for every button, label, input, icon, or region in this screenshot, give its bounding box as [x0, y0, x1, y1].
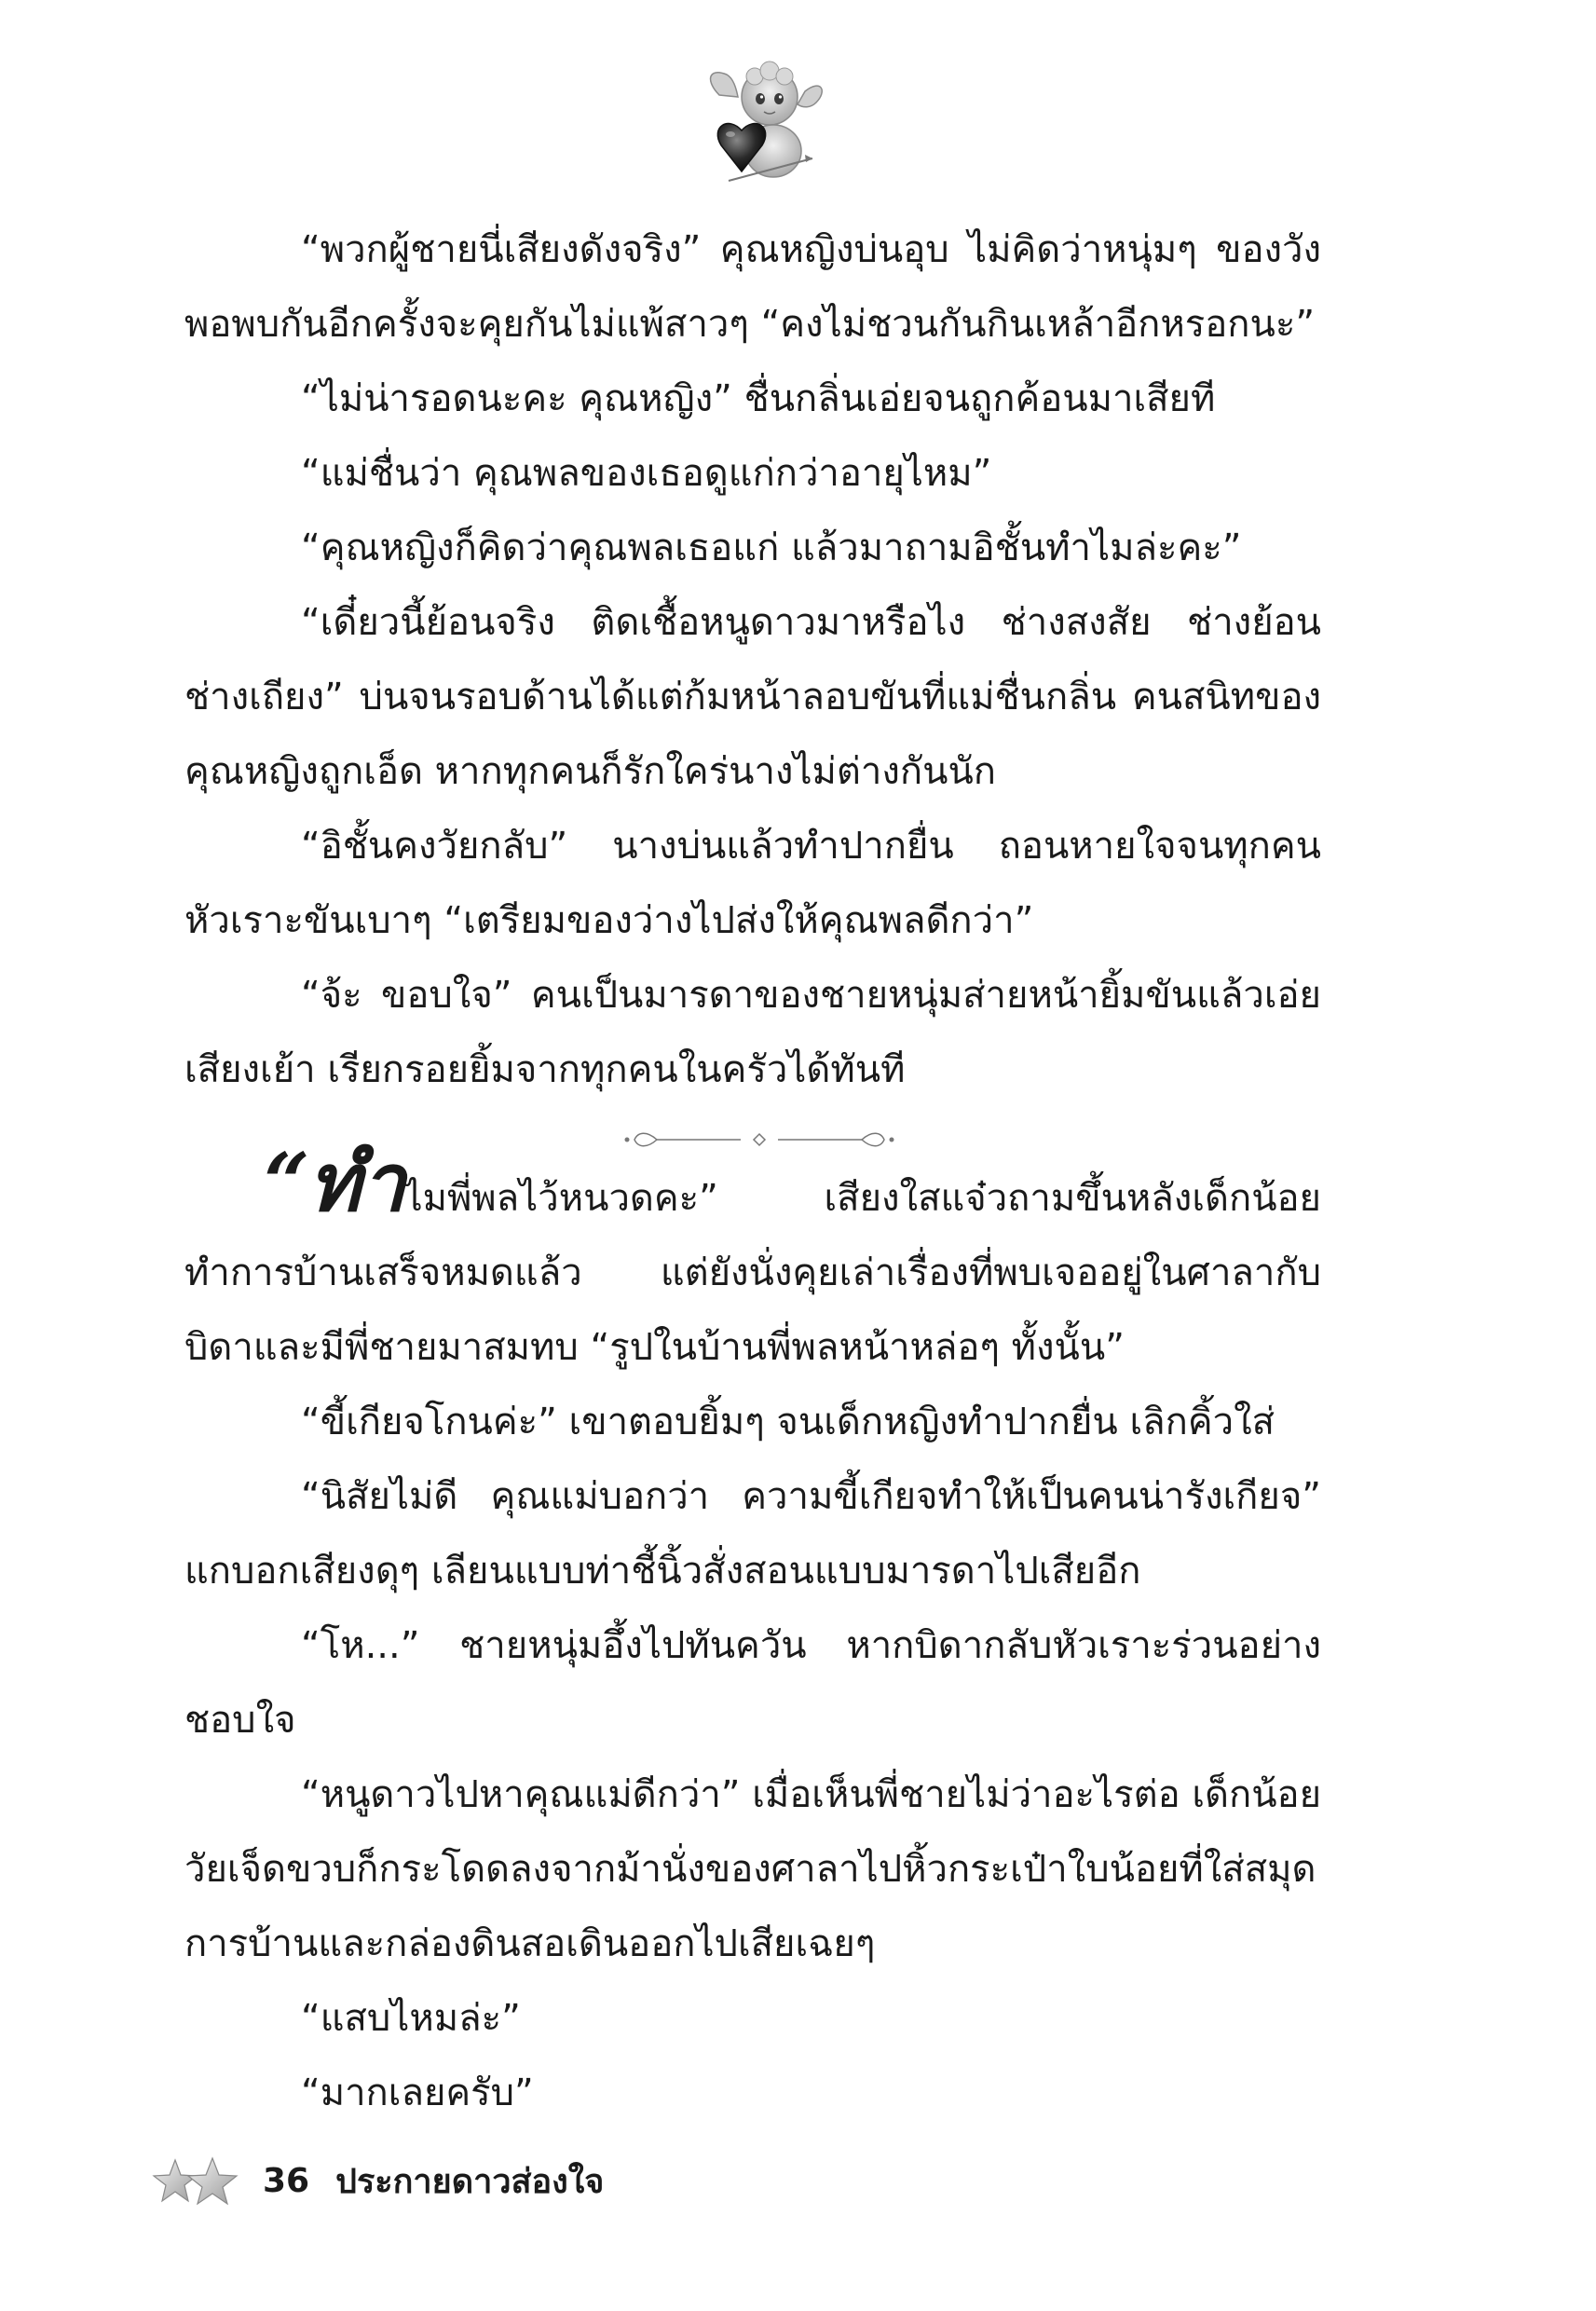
- paragraph: “จ้ะ ขอบใจ” คนเป็นมารดาของชายหนุ่มส่ายหน้ายิ้มขันแล้วเอ่ยเสียงเย้า เรียกรอยยิ้มจากทุกคนในครัวได้ทันที: [184, 974, 1321, 1091]
- paragraph: “นิสัยไม่ดี คุณแม่บอกว่า ความขี้เกียจทำให้เป็นคนน่ารังเกียจ” แกบอกเสียงดุๆ เลียนแบบท่าชี้นิ้วสั่งสอนแบบมารดาไปเสียอีก: [184, 1475, 1321, 1593]
- ornamental-divider-icon: [620, 1126, 899, 1154]
- paragraph: “พวกผู้ชายนี่เสียงดังจริง” คุณหญิงบ่นอุบ ไม่คิดว่าหนุ่มๆ ของวังพอพบกันอีกครั้งจะคุยกันไม่แพ้สาวๆ “คงไม่ชวนกันกินเหล้าอีกหรอกนะ”: [184, 228, 1321, 346]
- page-number: 36: [263, 2161, 310, 2200]
- cupid-with-heart-icon: [701, 58, 831, 193]
- paragraph: “แม่ชื่นว่า คุณพลของเธอดูแก่กว่าอายุไหม”: [301, 452, 992, 495]
- paragraph: “คุณหญิงก็คิดว่าคุณพลเธอแก่ แล้วมาถามอิชั้นทำไมล่ะคะ”: [301, 526, 1242, 569]
- paragraph: “เดี๋ยวนี้ย้อนจริง ติดเชื้อหนูดาวมาหรือไง ช่างสงสัย ช่างย้อน ช่างเถียง” บ่นจนรอบด้านได้แต่ก้มหน้าลอบขันที่แม่ชื่นกลิ่น คนสนิทของคุณหญิงถูกเอ็ด หากทุกคนก็รักใคร่นางไม่ต่างกันนัก: [184, 601, 1321, 793]
- dropcap-rest: ไมพี่พลไว้หนวดคะ” เสียงใสแจ๋วถามขึ้นหลังเด็กน้อยทำการบ้านเสร็จหมดแล้ว แต่ยังนั่งคุยเล่าเรื่องที่พบเจออยู่ในศาลากับบิดาและมีพี่ชายมาสมทบ “รูปในบ้านพี่พลหน้าหล่อๆ ทั้งนั้น”: [184, 1177, 1321, 1369]
- paragraph: “มากเลยครับ”: [301, 2072, 534, 2114]
- book-title: ประกายดาวส่องใจ: [335, 2162, 605, 2201]
- dropcap-word: “ทำ: [264, 1136, 404, 1230]
- stars-icon: [149, 2153, 242, 2208]
- page-footer: [149, 2148, 604, 2213]
- paragraph: “ไม่น่ารอดนะคะ คุณหญิง” ชื่นกลิ่นเอ่ยจนถูกค้อนมาเสียที: [301, 377, 1216, 420]
- text-block-bottom: [184, 1136, 1321, 2130]
- paragraph: “หนูดาวไปหาคุณแม่ดีกว่า” เมื่อเห็นพี่ชายไม่ว่าอะไรต่อ เด็กน้อยวัยเจ็ดขวบก็กระโดดลงจากม้านั่งของศาลาไปหิ้วกระเป๋าใบน้อยที่ใส่สมุดการบ้านและกล่องดินสอเดินออกไปเสียเฉยๆ: [184, 1773, 1321, 1965]
- paragraph: “ขี้เกียจโกนค่ะ” เขาตอบยิ้มๆ จนเด็กหญิงทำปากยื่น เลิกคิ้วใส่: [301, 1401, 1275, 1443]
- paragraph: “แสบไหมล่ะ”: [301, 1997, 521, 2040]
- dropcap-paragraph: [184, 1136, 1321, 1385]
- paragraph: “อิชั้นคงวัยกลับ” นางบ่นแล้วทำปากยื่น ถอนหายใจจนทุกคนหัวเราะขันเบาๆ “เตรียมของว่างไปส่งให้คุณพลดีกว่า”: [184, 825, 1321, 942]
- paragraph: “โห...” ชายหนุ่มอึ้งไปทันควัน หากบิดากลับหัวเราะร่วนอย่างชอบใจ: [184, 1624, 1321, 1742]
- text-block-top: [184, 212, 1321, 1107]
